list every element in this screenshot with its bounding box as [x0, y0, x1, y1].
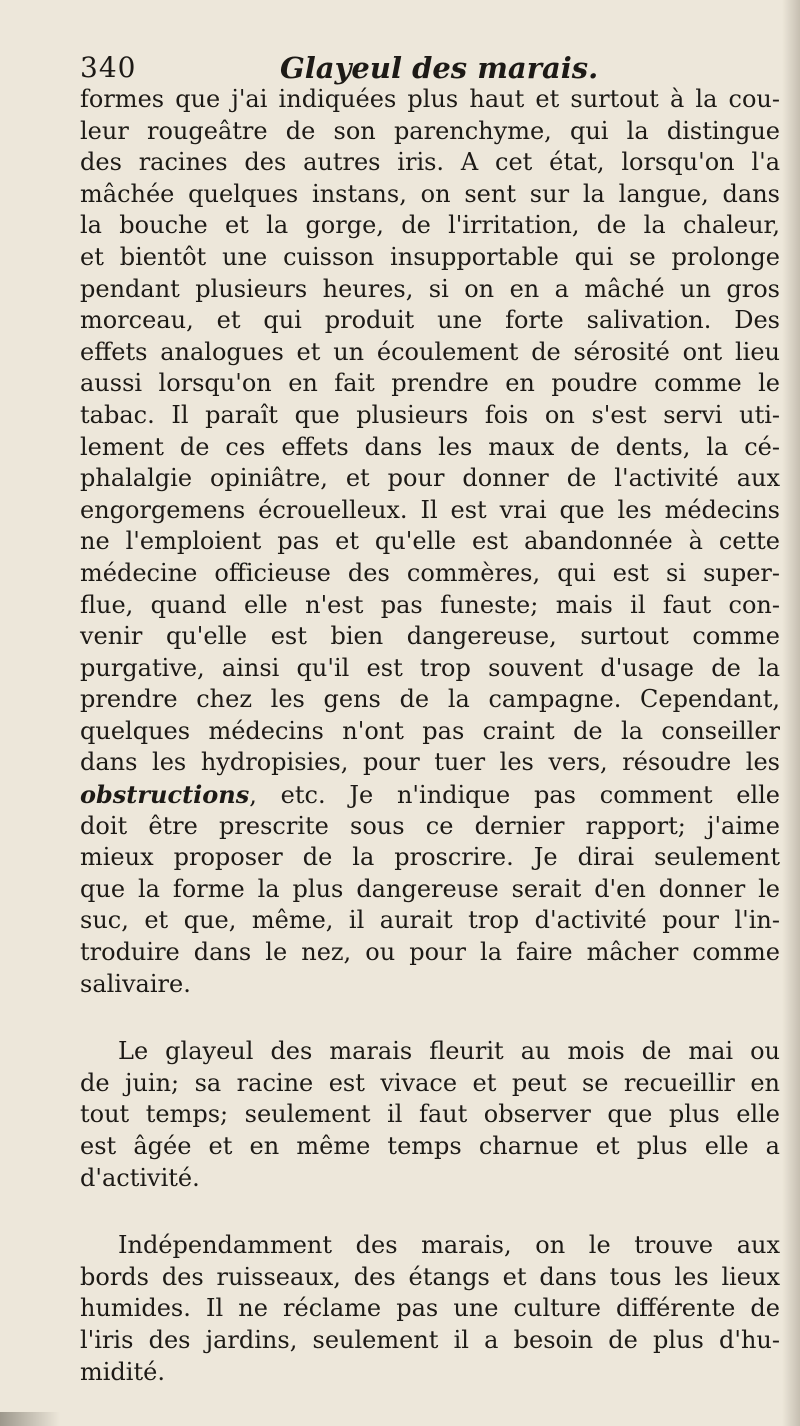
text-line: morceau, et qui produit une forte salivation. Des	[80, 306, 780, 335]
text-line: formes que j'ai indiquées plus haut et surtout à la cou-	[80, 85, 780, 113]
text-line: des racines des autres iris. A cet état, lorsqu'on l'a	[80, 148, 780, 177]
text-line: effets analogues et un écoulement de sérosité ont lieu	[80, 337, 780, 366]
text-line: purgative, ainsi qu'il est trop souvent d'usage de la	[80, 653, 780, 682]
paragraph-gap	[80, 1194, 780, 1230]
text-line: pendant plusieurs heures, si on en a mâché un gros	[80, 274, 780, 303]
paragraph-gap	[80, 1000, 780, 1036]
text-line: Le glayeul des marais fleurit au mois de mai ou	[118, 1037, 780, 1066]
text-line: midité.	[80, 1357, 165, 1386]
text-line: de juin; sa racine est vivace et peut se recueillir en	[80, 1068, 780, 1097]
text-line: quelques médecins n'ont pas craint de la conseiller	[80, 716, 780, 745]
text-line: ne l'emploient pas et qu'elle est abandonnée à cette	[80, 527, 780, 556]
text-line: tout temps; seulement il faut observer que plus elle	[80, 1100, 780, 1129]
text-line: est âgée et en même temps charnue et plus elle a	[80, 1132, 780, 1160]
text-line: leur rougeâtre de son parenchyme, qui la distingue	[80, 116, 780, 145]
text-line: prendre chez les gens de la campagne. Cependant,	[80, 685, 780, 714]
text-line: la bouche et la gorge, de l'irritation, de la chaleur,	[80, 211, 780, 240]
text-line: troduire dans le nez, ou pour la faire mâcher comme	[80, 938, 780, 967]
text-line: doit être prescrite sous ce dernier rapport; j'aime	[80, 811, 780, 840]
text-line: flue, quand elle n'est pas funeste; mais il faut con-	[80, 590, 780, 619]
body-text	[80, 84, 780, 1388]
paragraph	[80, 84, 780, 1000]
text-line: d'activité.	[80, 1163, 200, 1192]
page-edge-shadow	[782, 0, 800, 1426]
text-line: Indépendamment des marais, on le trouve aux	[118, 1231, 780, 1260]
italic-term: obstructions	[80, 780, 250, 810]
text-line: mâchée quelques instans, on sent sur la langue, dans	[80, 179, 780, 208]
text-line: dans les hydropisies, pour tuer les vers, résoudre les	[80, 748, 780, 777]
text-line: et bientôt une cuisson insupportable qui se prolonge	[80, 242, 780, 271]
page-number: 340	[80, 51, 137, 84]
text-line: obstructions, etc. Je n'indique pas comment elle	[80, 780, 780, 810]
text-line: salivaire.	[80, 969, 191, 998]
text-line: l'iris des jardins, seulement il a besoin de plus d'hu-	[80, 1325, 780, 1354]
running-title: Glayeul des marais.	[280, 51, 599, 85]
text-line: aussi lorsqu'on en fait prendre en poudre comme le	[80, 369, 780, 398]
text-line: phalalgie opiniâtre, et pour donner de l'activité aux	[80, 464, 780, 493]
text-line: engorgemens écrouelleux. Il est vrai que les médecins	[80, 495, 780, 524]
text-line: que la forme la plus dangereuse serait d'en donner le	[80, 874, 780, 903]
text-line: médecine officieuse des commères, qui est si super-	[80, 558, 780, 587]
text-line: mieux proposer de la proscrire. Je dirai seulement	[80, 843, 780, 872]
text-line: venir qu'elle est bien dangereuse, surtout comme	[80, 622, 780, 651]
text-line: suc, et que, même, il aurait trop d'activité pour l'in-	[80, 906, 780, 935]
paragraph	[80, 1036, 780, 1194]
paragraph	[80, 1230, 780, 1388]
text-line: bords des ruisseaux, des étangs et dans tous les lieux	[80, 1262, 780, 1291]
scan-corner-mark	[0, 1412, 60, 1426]
text-line: lement de ces effets dans les maux de dents, la cé-	[80, 432, 780, 461]
text-line: humides. Il ne réclame pas une culture différente de	[80, 1294, 780, 1323]
text-line: tabac. Il paraît que plusieurs fois on s'est servi uti-	[80, 400, 780, 429]
